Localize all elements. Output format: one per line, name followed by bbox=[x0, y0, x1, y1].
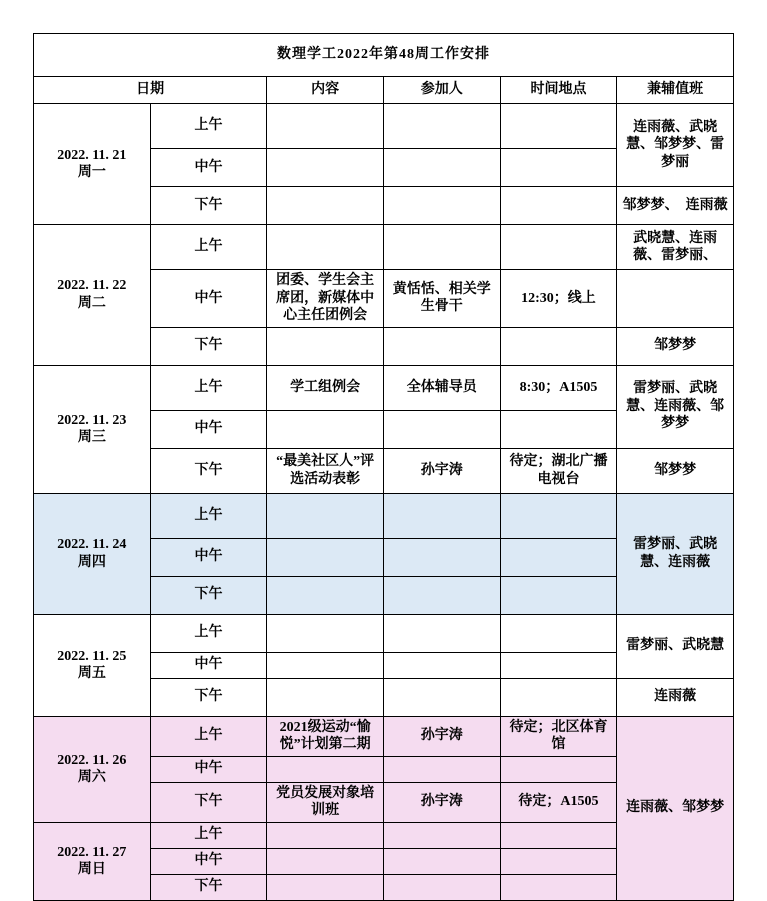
content-cell bbox=[267, 225, 384, 270]
slot-cell: 下午 bbox=[150, 576, 267, 614]
duty-cell: 雷梦丽、武晓慧、连雨薇 bbox=[617, 493, 734, 614]
content-cell: 学工组例会 bbox=[267, 365, 384, 410]
content-cell: 党员发展对象培训班 bbox=[267, 782, 384, 822]
content-cell bbox=[267, 848, 384, 874]
time-cell: 待定；A1505 bbox=[500, 782, 617, 822]
date-text: 2022. 11. 21 bbox=[57, 147, 127, 163]
slot-cell: 上午 bbox=[150, 614, 267, 652]
duty-cell: 邹梦梦、 连雨薇 bbox=[617, 187, 734, 225]
weekday-text: 周四 bbox=[77, 554, 106, 570]
content-cell: 团委、学生会主席团，新媒体中心主任团例会 bbox=[267, 270, 384, 328]
people-cell bbox=[383, 614, 500, 652]
content-cell: “最美社区人”评选活动表彰 bbox=[267, 448, 384, 493]
people-cell bbox=[383, 576, 500, 614]
time-cell bbox=[500, 187, 617, 225]
table-row bbox=[34, 493, 734, 538]
people-cell bbox=[383, 822, 500, 848]
date-text: 2022. 11. 23 bbox=[57, 412, 127, 428]
time-cell bbox=[500, 652, 617, 678]
slot-cell: 上午 bbox=[150, 104, 267, 149]
time-cell: 12:30；线上 bbox=[500, 270, 617, 328]
slot-cell: 下午 bbox=[150, 678, 267, 716]
content-cell bbox=[267, 493, 384, 538]
time-cell bbox=[500, 678, 617, 716]
slot-cell: 中午 bbox=[150, 538, 267, 576]
time-cell: 8:30；A1505 bbox=[500, 365, 617, 410]
weekday-text: 周五 bbox=[77, 666, 106, 681]
column-header-content: 内容 bbox=[267, 77, 384, 104]
date-text: 2022. 11. 26 bbox=[57, 752, 127, 768]
people-cell bbox=[383, 756, 500, 782]
duty-cell: 雷梦丽、武晓慧 bbox=[617, 614, 734, 678]
date-cell bbox=[34, 225, 151, 366]
weekly-schedule-table bbox=[33, 33, 734, 901]
weekday-text: 周二 bbox=[77, 295, 106, 311]
date-cell bbox=[34, 614, 151, 716]
people-cell bbox=[383, 678, 500, 716]
duty-cell: 连雨薇、武晓慧、邹梦梦、雷梦丽 bbox=[617, 104, 734, 187]
date-cell bbox=[34, 822, 151, 900]
column-header-duty: 兼辅值班 bbox=[617, 77, 734, 104]
date-text: 2022. 11. 25 bbox=[57, 648, 127, 664]
content-cell bbox=[267, 822, 384, 848]
people-cell bbox=[383, 538, 500, 576]
time-cell bbox=[500, 538, 617, 576]
time-cell bbox=[500, 756, 617, 782]
date-cell bbox=[34, 365, 151, 493]
date-text: 2022. 11. 27 bbox=[57, 844, 127, 860]
people-cell bbox=[383, 410, 500, 448]
slot-cell: 中午 bbox=[150, 652, 267, 678]
date-text: 2022. 11. 22 bbox=[57, 278, 127, 294]
duty-cell: 雷梦丽、武晓慧、连雨薇、邹梦梦 bbox=[617, 365, 734, 448]
slot-cell: 中午 bbox=[150, 270, 267, 328]
people-cell: 孙宇涛 bbox=[383, 782, 500, 822]
weekday-text: 周三 bbox=[77, 430, 106, 445]
date-cell bbox=[34, 104, 151, 225]
slot-cell: 中午 bbox=[150, 149, 267, 187]
content-cell bbox=[267, 652, 384, 678]
people-cell bbox=[383, 104, 500, 149]
slot-cell: 下午 bbox=[150, 874, 267, 900]
people-cell bbox=[383, 493, 500, 538]
people-cell: 全体辅导员 bbox=[383, 365, 500, 410]
slot-cell: 上午 bbox=[150, 365, 267, 410]
slot-cell: 下午 bbox=[150, 327, 267, 365]
slot-cell: 下午 bbox=[150, 782, 267, 822]
people-cell bbox=[383, 149, 500, 187]
content-cell bbox=[267, 538, 384, 576]
people-cell bbox=[383, 327, 500, 365]
table-row bbox=[34, 614, 734, 652]
weekday-text: 周日 bbox=[77, 862, 106, 877]
duty-cell: 邹梦梦 bbox=[617, 448, 734, 493]
content-cell bbox=[267, 327, 384, 365]
time-cell bbox=[500, 104, 617, 149]
slot-cell: 下午 bbox=[150, 448, 267, 493]
time-cell bbox=[500, 848, 617, 874]
content-cell bbox=[267, 187, 384, 225]
date-cell bbox=[34, 716, 151, 822]
weekday-text: 周六 bbox=[77, 770, 106, 785]
people-cell bbox=[383, 225, 500, 270]
date-text: 2022. 11. 24 bbox=[57, 537, 127, 552]
duty-cell: 邹梦梦 bbox=[617, 327, 734, 365]
people-cell bbox=[383, 187, 500, 225]
content-cell bbox=[267, 149, 384, 187]
time-cell: 待定；湖北广播电视台 bbox=[500, 448, 617, 493]
page-title: 数理学工2022年第48周工作安排 bbox=[34, 34, 734, 77]
content-cell bbox=[267, 410, 384, 448]
people-cell bbox=[383, 848, 500, 874]
weekday-text: 周一 bbox=[77, 165, 106, 180]
slot-cell: 上午 bbox=[150, 225, 267, 270]
time-cell bbox=[500, 493, 617, 538]
people-cell bbox=[383, 652, 500, 678]
content-cell bbox=[267, 576, 384, 614]
content-cell bbox=[267, 104, 384, 149]
time-cell: 待定；北区体育馆 bbox=[500, 716, 617, 756]
content-cell bbox=[267, 756, 384, 782]
slot-cell: 下午 bbox=[150, 187, 267, 225]
table-row bbox=[34, 104, 734, 149]
column-header-date: 日期 bbox=[34, 77, 267, 104]
date-cell bbox=[34, 493, 151, 614]
time-cell bbox=[500, 822, 617, 848]
slot-cell: 上午 bbox=[150, 493, 267, 538]
time-cell bbox=[500, 149, 617, 187]
table-row bbox=[34, 365, 734, 410]
header-row bbox=[34, 77, 734, 104]
content-cell bbox=[267, 678, 384, 716]
duty-cell bbox=[617, 270, 734, 328]
table-row bbox=[34, 716, 734, 756]
time-cell bbox=[500, 576, 617, 614]
content-cell bbox=[267, 614, 384, 652]
time-cell bbox=[500, 327, 617, 365]
time-cell bbox=[500, 410, 617, 448]
slot-cell: 上午 bbox=[150, 822, 267, 848]
time-cell bbox=[500, 225, 617, 270]
duty-cell: 武晓慧、连雨薇、雷梦丽、 bbox=[617, 225, 734, 270]
people-cell: 黄恬恬、相关学生骨干 bbox=[383, 270, 500, 328]
people-cell: 孙宇涛 bbox=[383, 448, 500, 493]
duty-cell: 连雨薇 bbox=[617, 678, 734, 716]
column-header-time: 时间地点 bbox=[500, 77, 617, 104]
slot-cell: 中午 bbox=[150, 848, 267, 874]
table-row bbox=[34, 225, 734, 270]
people-cell: 孙宇涛 bbox=[383, 716, 500, 756]
content-cell: 2021级运动“愉悦”计划第二期 bbox=[267, 716, 384, 756]
title-row bbox=[34, 34, 734, 77]
slot-cell: 上午 bbox=[150, 716, 267, 756]
slot-cell: 中午 bbox=[150, 410, 267, 448]
slot-cell: 中午 bbox=[150, 756, 267, 782]
time-cell bbox=[500, 614, 617, 652]
column-header-people: 参加人 bbox=[383, 77, 500, 104]
duty-cell: 连雨薇、邹梦梦 bbox=[617, 716, 734, 900]
